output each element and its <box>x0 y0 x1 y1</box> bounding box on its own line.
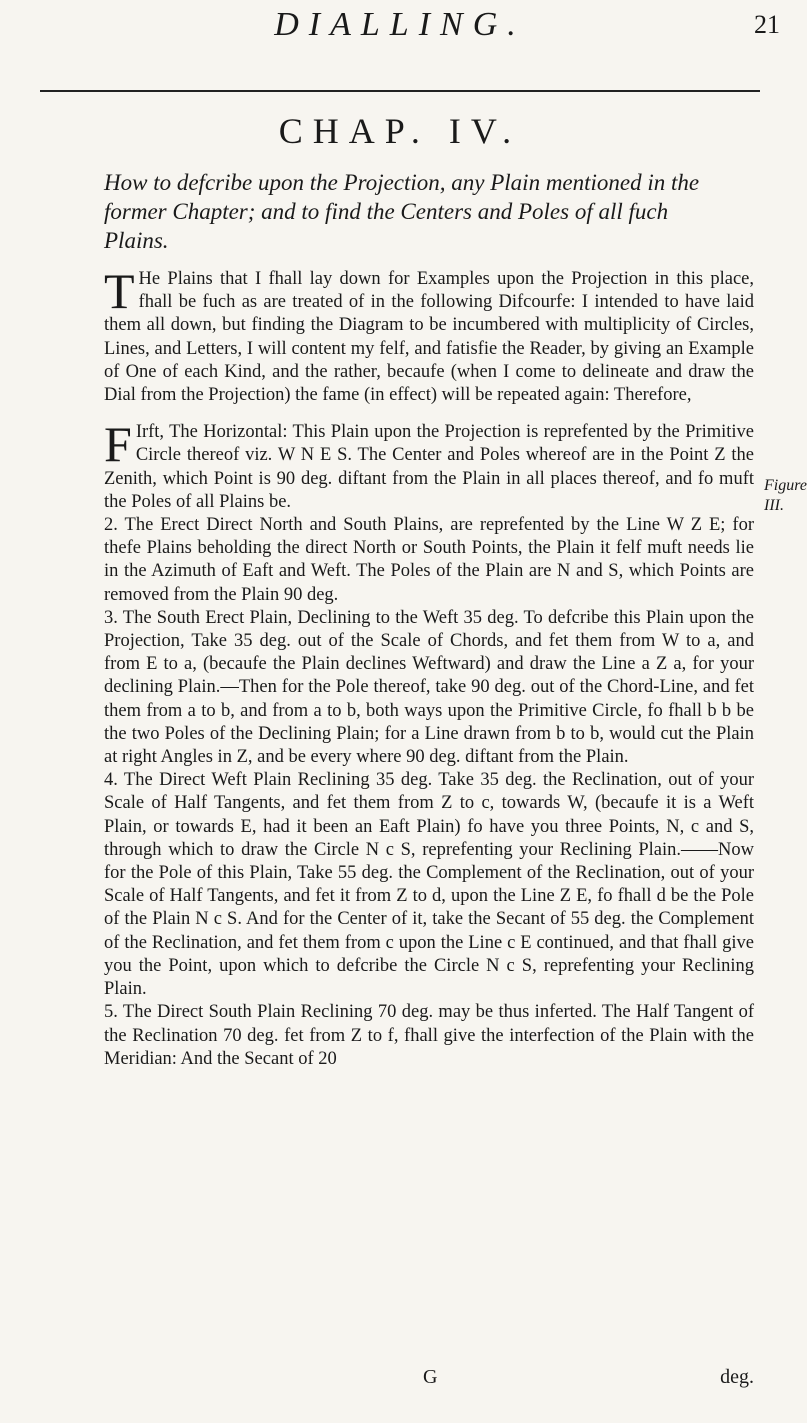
signature-mark: G <box>423 1366 438 1388</box>
paragraph-2: 2. The Erect Direct North and South Plains, are reprefented by the Line W Z E; for thefe Plains beholding the direct North or South Points, the Plain it felf muft needs lie in the Azimuth of Eaft and Weft. The Poles of the Plain are N and S, which Points are removed from the Plain 90 deg. <box>104 515 754 605</box>
body-text <box>104 263 754 1071</box>
drop-cap: T <box>104 263 135 319</box>
paragraph-1 <box>104 416 754 514</box>
page-number: 21 <box>754 10 780 39</box>
intro-paragraph <box>104 263 754 407</box>
figure-margin-note: Figure III. <box>764 477 807 514</box>
paragraph-4: 4. The Direct Weft Plain Reclining 35 deg. Take 35 deg. the Reclination, out of your Scale of Half Tangents, and fet them from Z to c, towards W, (becaufe it is a Weft Plain, or towards E, had it been an Eaft Plain) fo have you three Points, N, c and S, through which to draw the Circle N c S, reprefenting your Reclining Plain.——Now for the Pole of this Plain, Take 55 deg. the Complement of the Reclination, out of your Scale of Half Tangents, and fet it from Z to d, upon the Line Z E, fo fhall d be the Pole of the Plain N c S. And for the Center of it, take the Secant of 55 deg. the Complement of the Reclination, and fet them from c upon the Line c E continued, and that fhall give you the Point, upon which to defcribe the Circle N c S, reprefenting your Reclining Plain. <box>104 770 754 1000</box>
drop-cap: F <box>104 416 132 473</box>
paragraph-text: He Plains that I fhall lay down for Examples upon the Projection in this place, fhall be fuch as are treated of in the following Difcourfe: I intended to have laid them all down, but finding the Diagram to be incumbered with multiplicity of Circles, Lines, and Letters, I will content my felf, and fatisfie the Reader, by giving an Example of One of each Kind, and the rather, becaufe (when I come to delineate and draw the Dial from the Projection) the fame (in effect) will be repeated again: Therefore, <box>104 269 754 406</box>
paragraph-text: Irft, The Horizontal: This Plain upon the Projection is reprefented by the Primitive Circle thereof viz. W N E S. The Center and Poles whereof are in the Point Z the Zenith, which Point is 90 deg. diftant from the Plain in all places thereof, and fo muft the Poles of all Plains be. <box>104 422 754 512</box>
chapter-subtitle: How to defcribe upon the Projection, any Plain mentioned in the former Chapter; and to find the Centers and Poles of all fuch Plains. <box>104 170 700 253</box>
running-title: DIALLING. <box>274 6 526 43</box>
catchword: deg. <box>720 1366 754 1388</box>
paragraph-5: 5. The Direct South Plain Reclining 70 deg. may be thus inferted. The Half Tangent of the Reclination 70 deg. fet from Z to f, fhall give the interfection of the Plain with the Meridian: And the Secant of 20 <box>104 1002 754 1069</box>
paragraph-3: 3. The South Erect Plain, Declining to the Weft 35 deg. To defcribe this Plain upon the Projection, Take 35 deg. out of the Scale of Chords, and fet them from W to a, and from E to a, (becaufe the Plain declines Weftward) and draw the Line a Z a, for your declining Plain.—Then for the Pole thereof, take 90 deg. out of the Chord-Line, and fet them from a to b, and from a to b, both ways upon the Primitive Circle, fo fhall b b be the two Poles of the Declining Plain; for a Line drawn from b to b, would cut the Plain at right Angles in Z, and be every where 90 deg. diftant from the Plain. <box>104 607 754 768</box>
chapter-title: CHAP. IV. <box>278 111 522 151</box>
header-rule <box>40 90 760 92</box>
